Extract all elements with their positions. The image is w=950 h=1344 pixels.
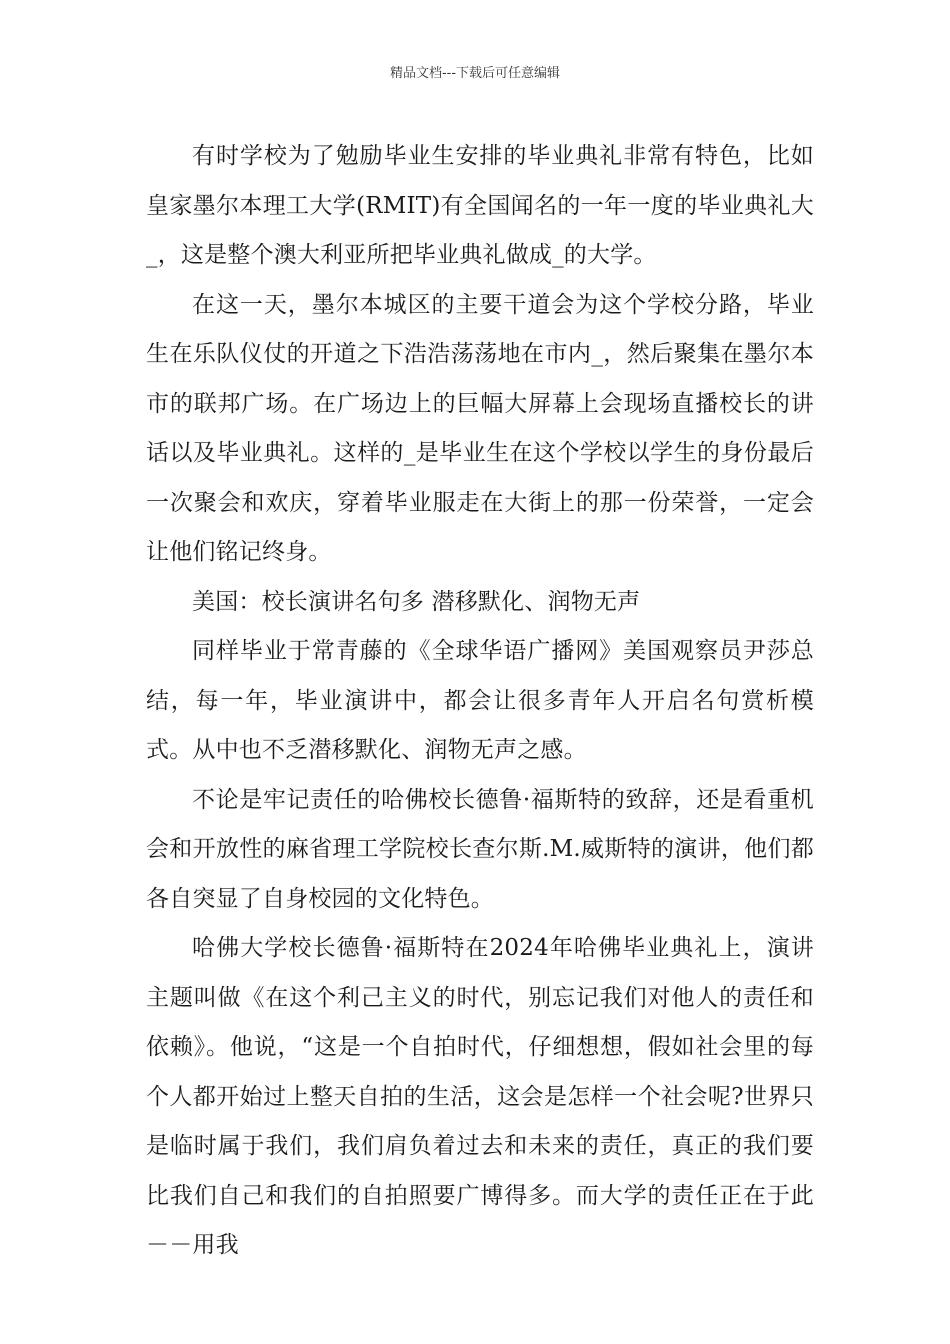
paragraph-rmit-graduation: 有时学校为了勉励毕业生安排的毕业典礼非常有特色，比如皇家墨尔本理工大学(RMIT)有全国闻名的一年一度的毕业典礼大_，这是整个澳大利亚所把毕业典礼做成_的大学。 <box>146 143 814 268</box>
document-body <box>146 132 814 1271</box>
paragraph-observer-summary: 同样毕业于常青藤的《全球华语广播网》美国观察员尹莎总结，每一年，毕业演讲中，都会让很多青年人开启名句赏析模式。从中也不乏潜移默化、润物无声之感。 <box>146 638 814 763</box>
paragraph-presidents-speeches: 不论是牢记责任的哈佛校长德鲁·福斯特的致辞，还是看重机会和开放性的麻省理工学院校长查尔斯.M.威斯特的演讲，他们都各自突显了自身校园的文化特色。 <box>146 786 814 912</box>
paragraph-melbourne-parade: 在这一天，墨尔本城区的主要干道会为这个学校分路，毕业生在乐队仪仗的开道之下浩浩荡荡地在市内_，然后聚集在墨尔本市的联邦广场。在广场边上的巨幅大屏幕上会现场直播校长的讲话以及毕业典礼。这样的_是毕业生在这个学校以学生的身份最后一次聚会和欢庆，穿着毕业服走在大街上的那一份荣誉，一定会让他们铭记终身。 <box>146 291 814 565</box>
section-heading-usa: 美国：校长演讲名句多 潜移默化、润物无声 <box>192 588 641 615</box>
paragraph-harvard-speech: 哈佛大学校长德鲁·福斯特在2024年哈佛毕业典礼上，演讲主题叫做《在这个利己主义的时代，别忘记我们对他人的责任和依赖》。他说，“这是一个自拍时代，仔细想想，假如社会里的每个人都开始过上整天自拍的生活，这会是怎样一个社会呢?世界只是临时属于我们，我们肩负着过去和未来的责任，真正的我们要比我们自己和我们的自拍照要广博得多。而大学的责任正在于此－－用我 <box>146 935 814 1258</box>
page-header: 精品文档---下载后可任意编辑 <box>389 66 561 81</box>
